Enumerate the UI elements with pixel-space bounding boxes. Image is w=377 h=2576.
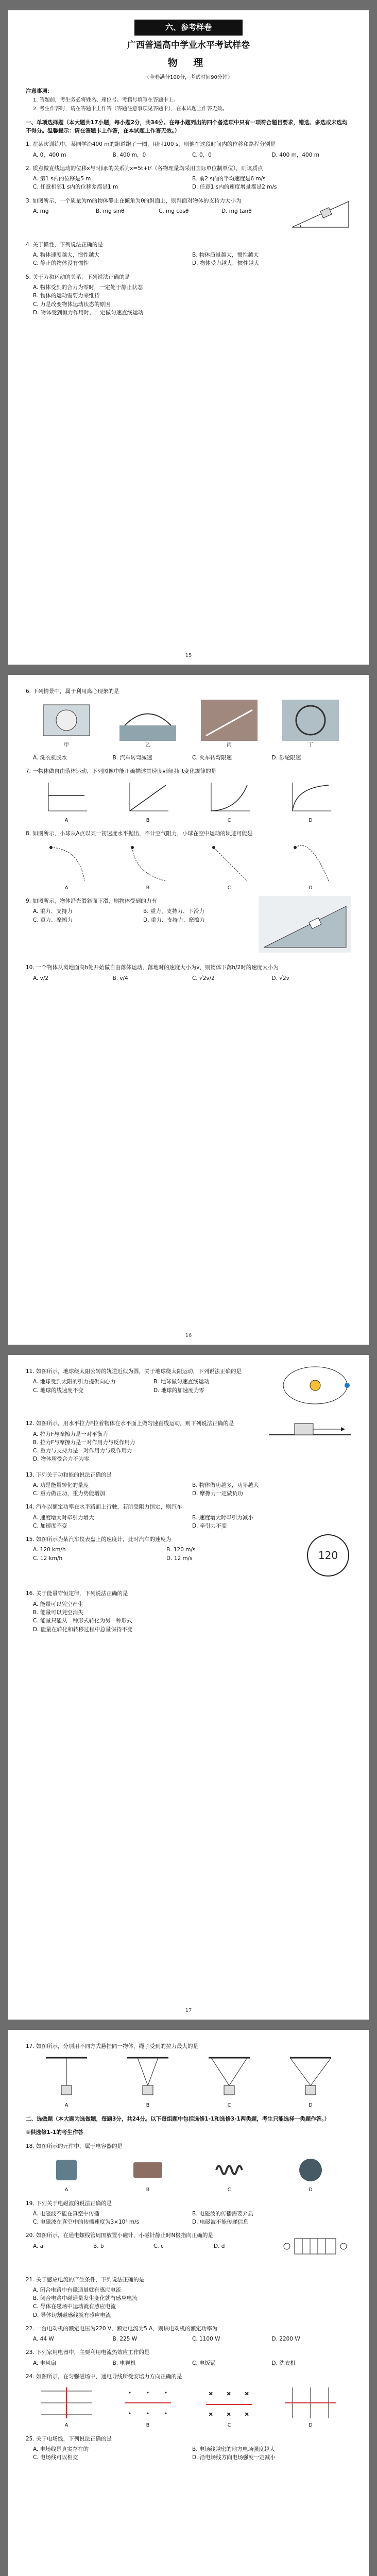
question-14: 14. 汽车以额定功率在水平路面上行驶，若所受阻力恒定，则汽车 — [26, 1504, 182, 1511]
figure-caption: A — [64, 817, 68, 823]
figure — [43, 780, 90, 825]
options — [33, 2210, 351, 2227]
option-a: A. 重力、支持力 — [33, 908, 73, 915]
option-a: A. 拉力F与摩擦力是一对平衡力 — [33, 1431, 108, 1437]
option-c: C. 0，0 — [192, 151, 212, 158]
figure — [125, 780, 171, 825]
figure-caption: D — [309, 2422, 313, 2429]
notice-item: 1. 答题前，考生务必将姓名、座位号、考籍号填写在答题卡上。 — [33, 97, 179, 103]
section-title: 一、单项选择题（本大题共17小题，每小题2分，共34分。在每小题列出的四个备选项中只有一项符合题目要求，错选、多选或未选均不得分。温馨提示：请在答题卡上作答，在本试题上作答无效。） — [26, 119, 348, 134]
figure-caption: D — [309, 817, 313, 823]
question-15: 15. 如图所示为某汽车仪表盘上的速度计，此时汽车的速度为 — [26, 1536, 172, 1543]
figure-caption: B — [146, 2422, 150, 2429]
options — [33, 207, 284, 215]
option-b: B. 地球做匀速直线运动 — [153, 1379, 210, 1385]
option-d: D. 导体切割磁感线就有感应电流 — [33, 2312, 111, 2318]
option-d: D. 牵引力不变 — [192, 1522, 227, 1529]
question-24: 24. 如图所示，在匀强磁场中，通电导线所受安培力方向正确的是 — [26, 2373, 182, 2380]
exam-page-4 — [8, 2030, 369, 2576]
option-b: B. 速度增大时牵引力减小 — [192, 1514, 253, 1521]
option-c: C. 火车转弯限速 — [192, 754, 232, 761]
figure — [290, 2155, 331, 2194]
options — [33, 907, 253, 924]
options — [33, 2359, 351, 2367]
option-a: A. 120 km/h — [33, 1547, 66, 1553]
page-number: 16 — [185, 1332, 192, 1338]
option-b: B. v/4 — [112, 975, 128, 981]
option-d: D. 物体受到恒力作用时，一定做匀速直线运动 — [33, 309, 144, 316]
options — [33, 2242, 274, 2250]
figure-caption: C — [227, 817, 231, 823]
question-11: 11. 如图所示，地球绕太阳公转的轨道近似为圆，关于地球绕太阳运动，下列说法正确的是 — [26, 1368, 242, 1375]
figure — [282, 2385, 339, 2430]
option-a: A. 闭合电路中有磁通量就有感应电流 — [33, 2286, 122, 2293]
option-a: A. mg — [33, 208, 49, 214]
option-a: A. 第1 s内的位移是5 m — [33, 176, 91, 182]
figure — [282, 700, 339, 750]
option-b: B. 电场线越密的地方电场强度越大 — [192, 2446, 275, 2453]
figure-caption: C — [227, 2422, 231, 2429]
option-a: A. 0，400 m — [33, 151, 66, 158]
option-c: C. 加速度不变 — [33, 1522, 67, 1529]
exam-meta: （全卷满分100分，考试时间90分钟） — [144, 75, 233, 81]
figure — [127, 2155, 168, 2194]
question-7: 7. 一物体做自由落体运动，下列图像中能正确描述其速度v随时间t变化规律的是 — [26, 768, 217, 775]
options — [33, 1430, 264, 1464]
option-a: A. 洗衣机脱水 — [33, 754, 67, 761]
option-b: B. 汽车转弯减速 — [112, 754, 152, 761]
svg-text:×: × — [209, 2412, 213, 2418]
figure — [46, 2155, 87, 2194]
option-d: D. 地球的加速度为零 — [153, 1387, 204, 1394]
svg-text:×: × — [245, 2412, 249, 2418]
option-b: B. 400 m，0 — [112, 151, 146, 158]
figure — [206, 2055, 252, 2110]
option-d: D. 2200 W — [271, 2336, 300, 2343]
figure — [125, 842, 171, 892]
figure-caption: A — [64, 885, 68, 891]
figure-caption: B — [146, 2187, 150, 2193]
question-12: 12. 如图所示，用水平拉力F拉着物体在水平面上做匀速直线运动，则下列说法正确的是 — [26, 1420, 234, 1427]
figure — [206, 780, 252, 825]
options — [33, 1481, 351, 1498]
option-c: C. 1100 W — [192, 2336, 220, 2343]
option-b: B. 前2 s内的平均速度是6 m/s — [192, 176, 266, 182]
option-c: C. c — [153, 2243, 164, 2249]
question-4: 4. 关于惯性，下列说法正确的是 — [26, 241, 103, 248]
options — [33, 1546, 300, 1563]
figure — [119, 2385, 176, 2430]
option-b: B. 重力、支持力、下滑力 — [143, 908, 204, 915]
options — [33, 1378, 274, 1395]
option-b: B. mg sinθ — [96, 208, 125, 214]
options — [33, 2445, 351, 2462]
figure-caption: B — [146, 885, 150, 891]
option-d: D. 任意1 s内的速度增量都是2 m/s — [192, 184, 277, 191]
option-c: C. √2v/2 — [192, 975, 215, 981]
figure-row — [26, 700, 351, 750]
question-9: 9. 如图所示，物体沿光滑斜面下滑，则物体受到的力有 — [26, 898, 157, 905]
option-a: A. 功是能量转化的量度 — [33, 1482, 89, 1488]
page-number: 15 — [185, 652, 192, 658]
question-3: 3. 如图所示，一个质量为m的物体静止在倾角为θ的斜面上，则斜面对物体的支持力大小为 — [26, 197, 242, 204]
option-a: A. a — [33, 2243, 44, 2249]
option-a: A. 物体受到的合力为零时，一定处于静止状态 — [33, 284, 143, 291]
group-title: ①供选修1-1的考生作答 — [26, 2129, 83, 2136]
figure-caption: 甲 — [64, 742, 69, 749]
option-c: C. 力是改变物体运动状态的原因 — [33, 301, 111, 308]
figure — [43, 2055, 90, 2110]
figure-caption: 丙 — [227, 742, 232, 749]
exam-page-2 — [8, 675, 369, 1345]
question-16: 16. 关于能量守恒定律，下列说法正确的是 — [26, 1590, 128, 1597]
figure — [206, 842, 252, 892]
option-b: B. 225 W — [112, 2336, 138, 2343]
svg-text:×: × — [209, 2391, 213, 2397]
figure-caption: A — [64, 2422, 68, 2429]
exam-title: 广西普通高中学业水平考试样卷 — [127, 40, 250, 51]
figure-caption: D — [309, 885, 313, 891]
figure-row — [26, 2385, 351, 2430]
section-title: 二、选做题（本大题为选做题，每题3分，共24分。以下每组题中包括选修1-1和选修3-1两类题，考生只能选择一类题作答。） — [26, 2115, 330, 2122]
option-c: C. 电场线可以相交 — [33, 2454, 78, 2461]
option-c: C. 重力做正功，重力势能增加 — [33, 1490, 106, 1497]
figure — [125, 2055, 171, 2110]
option-b: B. b — [93, 2243, 104, 2249]
option-b: B. 物体的运动需要力来维持 — [33, 293, 100, 299]
option-c: C. 12 km/h — [33, 1555, 63, 1562]
option-b: B. 120 m/s — [166, 1547, 196, 1553]
figure — [287, 780, 334, 825]
option-b: B. 物体做功越多，功率越大 — [192, 1482, 259, 1488]
section-banner: 六、参考样卷 — [134, 20, 243, 36]
svg-text:×: × — [245, 2391, 249, 2397]
figure-caption: B — [146, 817, 150, 823]
option-a: A. 电场线是真实存在的 — [33, 2446, 89, 2453]
option-d: D. mg tanθ — [221, 208, 252, 214]
option-d: D. 摩擦力一定做负功 — [192, 1490, 243, 1497]
figure-caption: D — [309, 2187, 313, 2193]
figure-caption: B — [146, 2103, 150, 2109]
option-d: D. 砂轮限速 — [271, 754, 301, 761]
question-5: 5. 关于力和运动的关系，下列说法正确的是 — [26, 274, 130, 280]
question-8: 8. 如图所示，小球从A点以某一初速度水平抛出，不计空气阻力，小球在空中运动的轨迹可能是 — [26, 831, 253, 837]
option-b: B. 能量可以凭空消失 — [33, 1609, 83, 1616]
option-c: C. 地球的线速度不变 — [33, 1387, 84, 1394]
notice-block — [26, 87, 351, 113]
figure — [201, 700, 258, 750]
options — [33, 151, 351, 159]
exam-page-3 — [8, 1355, 369, 2020]
options — [33, 1600, 351, 1634]
speedometer-figure — [305, 1532, 351, 1581]
option-a: A. 速度增大时牵引力增大 — [33, 1514, 94, 1521]
figure-caption: C — [227, 2187, 231, 2193]
svg-text:×: × — [227, 2391, 231, 2397]
exam-subject: 物 理 — [167, 57, 210, 69]
figure — [38, 700, 95, 750]
option-b: B. 电磁波的传播需要介质 — [192, 2210, 253, 2217]
orbit-figure — [279, 1362, 351, 1411]
figure-row — [26, 2055, 351, 2110]
figure-caption: 乙 — [145, 742, 150, 749]
speedometer-reading: 120 — [318, 1549, 338, 1562]
option-a: A. 电风扇 — [33, 2360, 57, 2366]
exam-page-1 — [8, 10, 369, 665]
figure-row — [26, 780, 351, 825]
option-a: A. 物体速度越大，惯性越大 — [33, 252, 100, 259]
block-figure — [269, 1414, 351, 1443]
notice-title: 注意事项： — [26, 88, 53, 94]
option-b: B. 拉力F与摩擦力是一对作用力与反作用力 — [33, 1439, 135, 1446]
figure-caption: A — [64, 2103, 68, 2109]
option-b: B. 物体质量越大，惯性越大 — [192, 252, 259, 259]
notice-item: 2. 考生作答时，请在答题卡上作答（答题注意事项见答题卡），在本试题上作答无效。 — [33, 106, 228, 112]
option-a: A. 44 W — [33, 2336, 54, 2343]
question-21: 21. 关于感应电流的产生条件，下列说法正确的是 — [26, 2276, 145, 2283]
options — [33, 175, 351, 192]
figure-caption: D — [309, 2103, 313, 2109]
option-d: D. 12 m/s — [166, 1555, 193, 1562]
slope-figure — [259, 896, 351, 955]
option-c: C. 重力、摩擦力 — [33, 917, 73, 923]
options — [33, 2286, 351, 2319]
option-d: D. √2v — [271, 975, 289, 981]
option-c: C. 重力与支持力是一对作用力与反作用力 — [33, 1448, 132, 1454]
figure-caption: A — [64, 2187, 68, 2193]
question-22: 22. 一台电动机的额定电压为220 V，额定电流为5 A，则该电动机的额定功率为 — [26, 2325, 218, 2332]
page-number: 17 — [185, 2007, 192, 2013]
figure-caption: C — [227, 2103, 231, 2109]
question-19: 19. 下列关于电磁波的说法正确的是 — [26, 2200, 112, 2207]
question-25: 25. 关于电场线，下列说法正确的是 — [26, 2435, 112, 2442]
figure-row — [26, 2155, 351, 2194]
option-d: D. 物体所受合力不为零 — [33, 1456, 90, 1463]
option-a: A. v/2 — [33, 975, 49, 981]
figure — [43, 842, 90, 892]
options — [33, 251, 351, 268]
question-17: 17. 如图所示，分别用不同方式悬挂同一物体，绳子受到的拉力最大的是 — [26, 2043, 199, 2049]
option-d: D. 电磁波不能传递信息 — [192, 2219, 249, 2226]
figure — [209, 2155, 250, 2194]
option-c: C. 静止的物体没有惯性 — [33, 260, 89, 267]
question-6: 6. 下列情景中，属于利用离心现象的是 — [26, 688, 119, 694]
option-d: D. 能量在转化和转移过程中总量保持不变 — [33, 1626, 133, 1633]
option-d: D. 重力、支持力、摩擦力 — [143, 917, 205, 923]
incline-figure — [289, 194, 351, 232]
options — [33, 754, 351, 762]
figure — [201, 2385, 258, 2430]
option-b: B. 闭合电路中磁通量发生变化就有感应电流 — [33, 2295, 138, 2302]
question-18: 18. 如图所示的元件中，属于电容器的是 — [26, 2143, 123, 2149]
figure-row — [26, 842, 351, 892]
figure — [287, 842, 334, 892]
option-d: D. d — [214, 2243, 225, 2249]
options — [33, 974, 351, 982]
option-c: C. 能量只能从一种形式转化为另一种形式 — [33, 1618, 132, 1624]
option-c: C. 任意相邻1 s内的位移差都是1 m — [33, 184, 118, 191]
question-13: 13. 下列关于功和能的说法正确的是 — [26, 1471, 112, 1478]
option-c: C. 导体在磁场中运动就有感应电流 — [33, 2303, 116, 2310]
figure-caption: C — [227, 885, 231, 891]
figure — [38, 2385, 95, 2430]
question-2: 2. 质点做直线运动的位移x与时间t的关系为x=5t+t²（各物理量均采用国际单位制单位），则该质点 — [26, 165, 263, 172]
figure — [119, 700, 176, 750]
options — [33, 2335, 351, 2343]
option-b: B. 电视机 — [112, 2360, 136, 2366]
question-1: 1. 在某次训练中，某同学沿400 m的跑道跑了一圈，用时100 s，则他在这段时间内的位移和路程分别是 — [26, 141, 276, 148]
option-d: D. 洗衣机 — [271, 2360, 296, 2366]
figure-caption: 丁 — [308, 742, 313, 749]
option-a: A. 能量可以凭空产生 — [33, 1601, 83, 1607]
figure — [287, 2055, 334, 2110]
option-a: A. 地球受到太阳的引力提供向心力 — [33, 1379, 116, 1385]
question-23: 23. 下列家用电器中，主要利用电流热效应工作的是 — [26, 2349, 150, 2356]
svg-text:×: × — [227, 2412, 231, 2418]
option-d: D. 物体受力越大，惯性越大 — [192, 260, 260, 267]
option-d: D. 400 m，400 m — [271, 151, 319, 158]
options — [33, 1514, 351, 1531]
solenoid-figure — [279, 2228, 351, 2267]
option-d: D. 沿电场线方向电场强度一定减小 — [192, 2454, 276, 2461]
question-20: 20. 如图所示，在通电螺线管周围放置小磁针，小磁针静止时N极指向正确的是 — [26, 2232, 213, 2239]
option-c: C. mg cosθ — [159, 208, 189, 214]
options — [33, 283, 351, 317]
question-10: 10. 一个物体从离地面高h处开始做自由落体运动，落地时的速度大小为v，则物体下落h/2时的速度大小为 — [26, 964, 279, 971]
option-c: C. 电磁波在真空中的传播速度为3×10⁸ m/s — [33, 2219, 140, 2226]
option-c: C. 电饭锅 — [192, 2360, 216, 2366]
option-a: A. 电磁波不能在真空中传播 — [33, 2210, 100, 2217]
